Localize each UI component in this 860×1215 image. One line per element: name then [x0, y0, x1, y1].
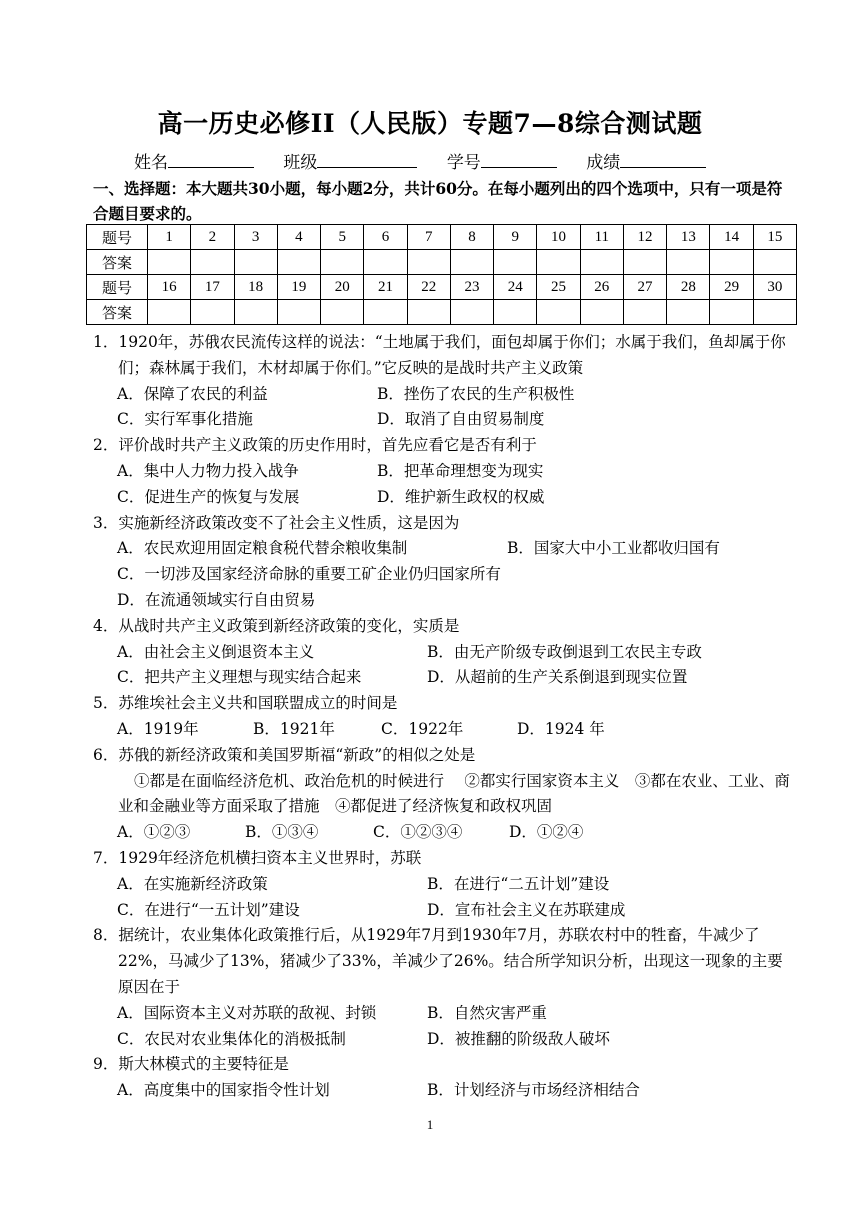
answer-row-2: [87, 300, 797, 325]
answer-cell[interactable]: [321, 300, 364, 325]
question-2: [93, 433, 793, 510]
question-number: 30: [753, 275, 796, 300]
student-number-label: 学号: [446, 153, 481, 173]
option-a: A．集中人力物力投入战争: [117, 461, 299, 480]
answer-cell[interactable]: [623, 300, 666, 325]
option-row: [93, 872, 793, 898]
class-field[interactable]: [283, 148, 417, 173]
score-label: 成绩: [586, 153, 621, 173]
question-number: 4: [277, 225, 320, 250]
answer-cell[interactable]: [364, 300, 407, 325]
option-row: [93, 562, 793, 588]
option-b: B．在进行“二五计划”建设: [427, 874, 610, 893]
option-d: D．取消了自由贸易制度: [377, 410, 545, 429]
option-c: C．在进行“一五计划”建设: [117, 900, 300, 919]
name-blank[interactable]: [168, 150, 254, 168]
question-number: 8: [450, 225, 493, 250]
name-field[interactable]: [134, 148, 254, 173]
option-row: [93, 1027, 793, 1053]
question-5: [93, 691, 793, 743]
option-row: [93, 665, 793, 691]
option-row: [93, 407, 793, 433]
option-row: [93, 640, 793, 666]
answer-cell[interactable]: [667, 250, 710, 275]
question-number: 1: [148, 225, 191, 250]
option-c: C．促进生产的恢复与发展: [117, 487, 300, 506]
option-d: D．维护新生政权的权威: [377, 487, 545, 506]
option-b: B．计划经济与市场经济相结合: [427, 1081, 640, 1100]
option-d: D．被推翻的阶级敌人破坏: [427, 1029, 610, 1048]
option-d: D．从超前的生产关系倒退到现实位置: [427, 668, 688, 687]
question-1: [93, 330, 793, 433]
question-list: [93, 330, 793, 1104]
option-row: [93, 717, 793, 743]
question-number: 7: [407, 225, 450, 250]
question-number: 13: [667, 225, 710, 250]
question-number: 14: [710, 225, 753, 250]
option-row: [93, 1001, 793, 1027]
answer-cell[interactable]: [537, 250, 580, 275]
option-a: A．国际资本主义对苏联的敌视、封锁: [117, 1003, 377, 1022]
question-number: 28: [667, 275, 710, 300]
option-row: [93, 588, 793, 614]
question-number: 2: [191, 225, 234, 250]
question-statements: ①都是在面临经济危机、政治危机的时候进行 ②都实行国家资本主义 ③都在农业、工业、商业和金融业等方面采取了措施 ④都促进了经济恢复和政权巩固: [118, 771, 790, 816]
question-header: 题号: [87, 225, 148, 250]
answer-cell[interactable]: [450, 300, 493, 325]
class-blank[interactable]: [317, 150, 417, 168]
question-9: [93, 1052, 793, 1104]
question-6: [93, 743, 793, 846]
answer-cell[interactable]: [710, 300, 753, 325]
question-number: 22: [407, 275, 450, 300]
option-row: [93, 820, 793, 846]
option-b: B．1921年: [253, 719, 335, 738]
question-number: 18: [234, 275, 277, 300]
answer-cell[interactable]: [277, 300, 320, 325]
question-number: 16: [148, 275, 191, 300]
score-field[interactable]: [586, 148, 706, 173]
student-number-field[interactable]: [447, 148, 557, 173]
answer-cell[interactable]: [148, 300, 191, 325]
option-d: D．在流通领域实行自由贸易: [117, 590, 316, 609]
option-b: B．挫伤了农民的生产积极性: [377, 384, 575, 403]
answer-cell[interactable]: [580, 300, 623, 325]
question-number: 20: [321, 275, 364, 300]
question-stem: 6．苏俄的新经济政策和美国罗斯福“新政”的相似之处是: [93, 745, 476, 764]
question-stem: 8．据统计，农业集体化政策推行后，从1929年7月到1930年7月，苏联农村中的牲畜，牛减少了22%，马减少了13%，猪减少了33%，羊减少了26%。结合所学知识分析，出现这一现象的主要原因在于: [93, 926, 783, 996]
answer-cell[interactable]: [234, 250, 277, 275]
option-row: [93, 536, 793, 562]
question-header: 题号: [87, 275, 148, 300]
question-stem: 9．斯大林模式的主要特征是: [93, 1055, 289, 1074]
option-c: C．1922年: [381, 719, 464, 738]
question-number: 9: [494, 225, 537, 250]
question-number: 15: [753, 225, 796, 250]
answer-header: 答案: [87, 300, 148, 325]
option-d: D．宣布社会主义在苏联建成: [427, 900, 626, 919]
option-row: [93, 898, 793, 924]
answer-cell[interactable]: [277, 250, 320, 275]
class-label: 班级: [283, 153, 318, 173]
option-b: B．由无产阶级专政倒退到工农民主专政: [427, 642, 702, 661]
option-a: A．由社会主义倒退资本主义: [117, 642, 315, 661]
option-c: C．一切涉及国家经济命脉的重要工矿企业仍归国家所有: [117, 565, 501, 584]
question-stem: 3．实施新经济政策改变不了社会主义性质，这是因为: [93, 513, 460, 532]
answer-cell[interactable]: [494, 300, 537, 325]
option-row: [93, 459, 793, 485]
option-a: A．在实施新经济政策: [117, 874, 268, 893]
option-b: B．①③④: [245, 823, 319, 842]
question-number-row-1: [87, 225, 797, 250]
question-number: 5: [321, 225, 364, 250]
answer-cell[interactable]: [234, 300, 277, 325]
answer-cell[interactable]: [710, 250, 753, 275]
question-number: 23: [450, 275, 493, 300]
answer-cell[interactable]: [537, 300, 580, 325]
option-b: B．国家大中小工业都收归国有: [507, 539, 720, 558]
option-a: A．保障了农民的利益: [117, 384, 268, 403]
option-a: A．1919年: [117, 719, 199, 738]
option-b: B．自然灾害严重: [427, 1003, 547, 1022]
option-row: [93, 382, 793, 408]
question-number: 12: [623, 225, 666, 250]
question-number-row-2: [87, 275, 797, 300]
name-label: 姓名: [134, 153, 168, 173]
question-7: [93, 846, 793, 923]
question-4: [93, 614, 793, 691]
answer-cell[interactable]: [364, 250, 407, 275]
answer-cell[interactable]: [753, 300, 796, 325]
answer-cell[interactable]: [148, 250, 191, 275]
answer-cell[interactable]: [191, 300, 234, 325]
option-c: C．把共产主义理想与现实结合起来: [117, 668, 362, 687]
page-title: 高一历史必修II（人民版）专题7—8综合测试题: [157, 109, 703, 138]
student-info-row: [134, 148, 730, 173]
option-a: A．①②③: [117, 823, 191, 842]
question-number: 3: [234, 225, 277, 250]
question-number: 17: [191, 275, 234, 300]
option-b: B．把革命理想变为现实: [377, 461, 544, 480]
question-number: 27: [623, 275, 666, 300]
option-c: C．农民对农业集体化的消极抵制: [117, 1029, 346, 1048]
question-stem: 7．1929年经济危机横扫资本主义世界时，苏联: [93, 848, 422, 867]
question-8: [93, 923, 793, 1052]
question-number: 26: [580, 275, 623, 300]
option-c: C．①②③④: [373, 823, 463, 842]
question-number: 21: [364, 275, 407, 300]
answer-cell[interactable]: [407, 250, 450, 275]
question-3: [93, 511, 793, 614]
question-number: 10: [537, 225, 580, 250]
answer-cell[interactable]: [623, 250, 666, 275]
answer-cell[interactable]: [667, 300, 710, 325]
answer-cell[interactable]: [191, 250, 234, 275]
question-number: 11: [580, 225, 623, 250]
answer-cell[interactable]: [450, 250, 493, 275]
option-d: D．①②④: [509, 823, 584, 842]
option-d: D．1924 年: [517, 719, 605, 738]
question-number: 25: [537, 275, 580, 300]
question-number: 24: [494, 275, 537, 300]
question-stem: 1．1920年，苏俄农民流传这样的说法：“土地属于我们，面包却属于你们；水属于我们，鱼却属于你们；森林属于我们，木材却属于你们。”它反映的是战时共产主义政策: [93, 333, 786, 377]
answer-cell[interactable]: [321, 250, 364, 275]
page-number: 1: [426, 1117, 434, 1132]
option-a: A．农民欢迎用固定粮食税代替余粮收集制: [117, 539, 408, 558]
option-a: A．高度集中的国家指令性计划: [117, 1081, 330, 1100]
question-number: 29: [710, 275, 753, 300]
student-number-blank[interactable]: [481, 150, 557, 168]
question-stem: 5．苏维埃社会主义共和国联盟成立的时间是: [93, 694, 398, 713]
question-number: 19: [277, 275, 320, 300]
score-blank[interactable]: [620, 150, 706, 168]
answer-cell[interactable]: [753, 250, 796, 275]
answer-cell[interactable]: [407, 300, 450, 325]
answer-header: 答案: [87, 250, 148, 275]
option-c: C．实行军事化措施: [117, 410, 253, 429]
option-row: [93, 1078, 793, 1104]
question-stem: 4．从战时共产主义政策到新经济政策的变化，实质是: [93, 616, 460, 635]
section-heading: 一、选择题：本大题共30小题，每小题2分，共计60分。在每小题列出的四个选项中，只有一项是符合题目要求的。: [93, 179, 783, 223]
answer-table: [86, 224, 797, 325]
question-stem: 2．评价战时共产主义政策的历史作用时，首先应看它是否有利于: [93, 436, 537, 455]
option-row: [93, 485, 793, 511]
answer-cell[interactable]: [580, 250, 623, 275]
question-number: 6: [364, 225, 407, 250]
answer-row-1: [87, 250, 797, 275]
answer-cell[interactable]: [494, 250, 537, 275]
